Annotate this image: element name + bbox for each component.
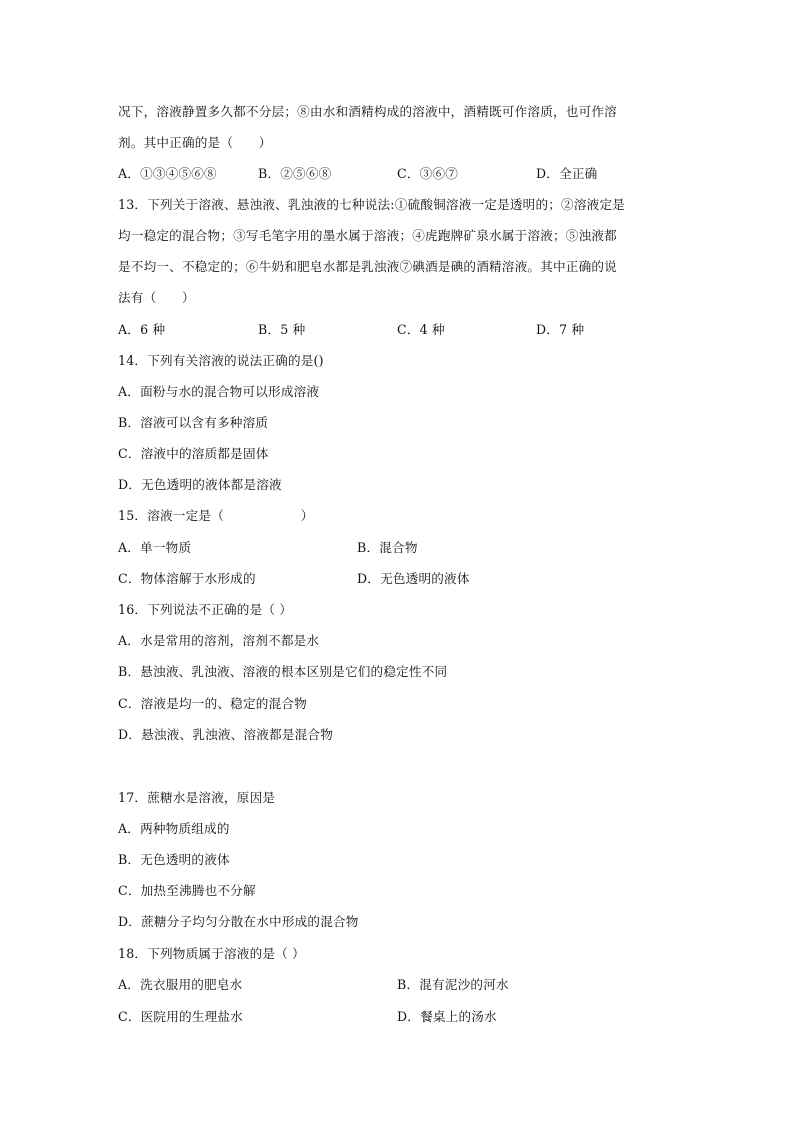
q13-stem-line-2: 均一稳定的混合物；③写毛笔字用的墨水属于溶液；④虎跑牌矿泉水属于溶液；⑤浊液都: [118, 228, 617, 243]
q14-option-d: D．无色透明的液体都是溶液: [118, 477, 282, 492]
q17-option-b: B．无色透明的液体: [118, 852, 230, 867]
q13-option-c: C．4 种: [397, 322, 445, 337]
q15-stem: 15．溶液一定是（ ）: [118, 508, 314, 523]
q18-option-d: D．餐桌上的汤水: [397, 1009, 497, 1024]
q15-option-c: C．物体溶解于水形成的: [118, 571, 256, 586]
q15-option-a: A．单一物质: [118, 540, 192, 555]
q16-stem: 16．下列说法不正确的是（ ）: [118, 602, 293, 617]
q14-option-a: A．面粉与水的混合物可以形成溶液: [118, 384, 320, 399]
q17-stem: 17．蔗糖水是溶液，原因是: [118, 790, 276, 805]
q13-stem-line-3: 是不均一、不稳定的；⑥牛奶和肥皂水都是乳浊液⑦碘酒是碘的酒精溶液。其中正确的说: [118, 259, 617, 274]
q18-option-b: B．混有泥沙的河水: [397, 977, 509, 992]
q12-option-a: A．①③④⑤⑥⑧: [118, 166, 217, 181]
q18-option-c: C．医院用的生理盐水: [118, 1009, 243, 1024]
q14-stem: 14．下列有关溶液的说法正确的是(): [118, 353, 324, 368]
q12-stem-line-2: 剂。其中正确的是（ ）: [118, 135, 272, 150]
q13-option-b: B．5 种: [258, 322, 306, 337]
q16-option-c: C．溶液是均一的、稳定的混合物: [118, 696, 307, 711]
q12-option-b: B．②⑤⑥⑧: [258, 166, 332, 181]
q16-option-d: D．悬浊液、乳浊液、溶液都是混合物: [118, 727, 333, 742]
q16-option-a: A．水是常用的溶剂，溶剂不都是水: [118, 633, 320, 648]
q18-stem: 18．下列物质属于溶液的是（ ）: [118, 946, 305, 961]
q13-option-a: A．6 种: [118, 322, 166, 337]
q14-option-b: B．溶液可以含有多种溶质: [118, 415, 269, 430]
q17-option-d: D．蔗糖分子均匀分散在水中形成的混合物: [118, 914, 359, 929]
q16-option-b: B．悬浊液、乳浊液、溶液的根本区别是它们的稳定性不同: [118, 664, 448, 679]
q17-option-a: A．两种物质组成的: [118, 821, 230, 836]
q12-option-d: D．全正确: [536, 166, 598, 181]
q12-stem-line-1: 况下，溶液静置多久都不分层；⑧由水和酒精构成的溶液中，酒精既可作溶质，也可作溶: [118, 104, 617, 119]
q18-option-a: A．洗衣服用的肥皂水: [118, 977, 243, 992]
q14-option-c: C．溶液中的溶质都是固体: [118, 446, 269, 461]
q13-stem-line-1: 13．下列关于溶液、悬浊液、乳浊液的七种说法:①硫酸铜溶液一定是透明的；②溶液定是: [118, 197, 626, 212]
q12-option-c: C．③⑥⑦: [397, 166, 459, 181]
q13-stem-line-4: 法有（ ）: [118, 290, 195, 305]
q15-option-d: D．无色透明的液体: [357, 571, 470, 586]
q15-option-b: B．混合物: [357, 540, 418, 555]
q17-option-c: C．加热至沸腾也不分解: [118, 883, 256, 898]
q13-option-d: D．7 种: [536, 322, 585, 337]
